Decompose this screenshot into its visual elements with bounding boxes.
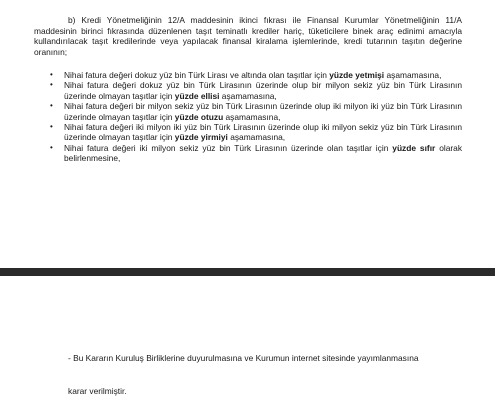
bullet-icon: • (50, 142, 53, 152)
bullet-text-end: olarak belirlenmesine, (64, 142, 463, 164)
ratio-bullet-list (50, 70, 463, 164)
document-page-bottom (0, 276, 495, 412)
bullet-item (50, 142, 463, 164)
bullet-icon: • (50, 122, 53, 132)
bullet-icon: • (50, 70, 53, 79)
paragraph-b: b) Kredi Yönetmeliğinin 12/A maddesinin ikinci fıkrası ile Finansal Kurumlar Yönetmeliğinin 11/A maddesinin birinci fıkrasında düzenlenen taşıt teminatlı krediler hariç, tüketicilere binek araç edinimi amacıyla kullandırılacak taşıt kredilerinde veya yapılacak finansal kiralama işlemlerinde, kredi tutarının taşıtın değerine oranının; (34, 15, 462, 57)
closing-paragraph: - Bu Kararın Kuruluş Birliklerine duyurulmasına ve Kurumun internet sitesinde yayımlanmasına (68, 353, 419, 363)
bullet-icon: • (50, 101, 53, 111)
bullet-item (50, 122, 462, 143)
bullet-text-end: aşamamasına, (227, 132, 286, 143)
bullet-bold-ratio: yüzde yetmişi (329, 70, 385, 80)
bullet-text: Nihai fatura değeri dokuz yüz bin Türk Lirasının üzerinde olup bir milyon sekiz yüz bin Türk Lirasının üzerinde olmayan taşıtlar için (64, 80, 462, 101)
bullet-bold-ratio: yüzde sıfır (392, 142, 436, 153)
bullet-text: Nihai fatura değeri iki milyon iki yüz bin Türk Lirasının üzerinde olup iki milyon sekiz yüz bin Türk Lirasının üzerinde olmayan taşıtlar için (64, 122, 462, 143)
bullet-item (50, 70, 462, 80)
bullet-item (50, 101, 462, 122)
bullet-item (50, 80, 462, 101)
bullet-text: Nihai fatura değeri dokuz yüz bin Türk Lirası ve altında olan taşıtlar için (64, 70, 330, 80)
bullet-text-end: aşamamasına, (384, 70, 442, 80)
bullet-text-end: aşamamasına, (223, 111, 281, 122)
bullet-text: Nihai fatura değeri bir milyon sekiz yüz bin Türk Lirasının üzerinde olup iki milyon iki yüz bin Türk Lirasının üzerinde olmayan taşıtlar için (64, 101, 462, 122)
bullet-bold-ratio: yüzde ellisi (174, 90, 220, 101)
bullet-icon: • (50, 80, 53, 90)
bullet-text-end: aşamamasına, (219, 90, 277, 101)
bullet-bold-ratio: yüzde otuzu (174, 111, 224, 122)
closing-decision: karar verilmiştir. (68, 386, 127, 396)
bullet-text: Nihai fatura değeri iki milyon sekiz yüz bin Türk Lirasının üzerinde olan taşıtlar için (64, 142, 393, 153)
page-break-divider (0, 268, 495, 276)
bullet-bold-ratio: yüzde yirmiyi (174, 132, 228, 143)
